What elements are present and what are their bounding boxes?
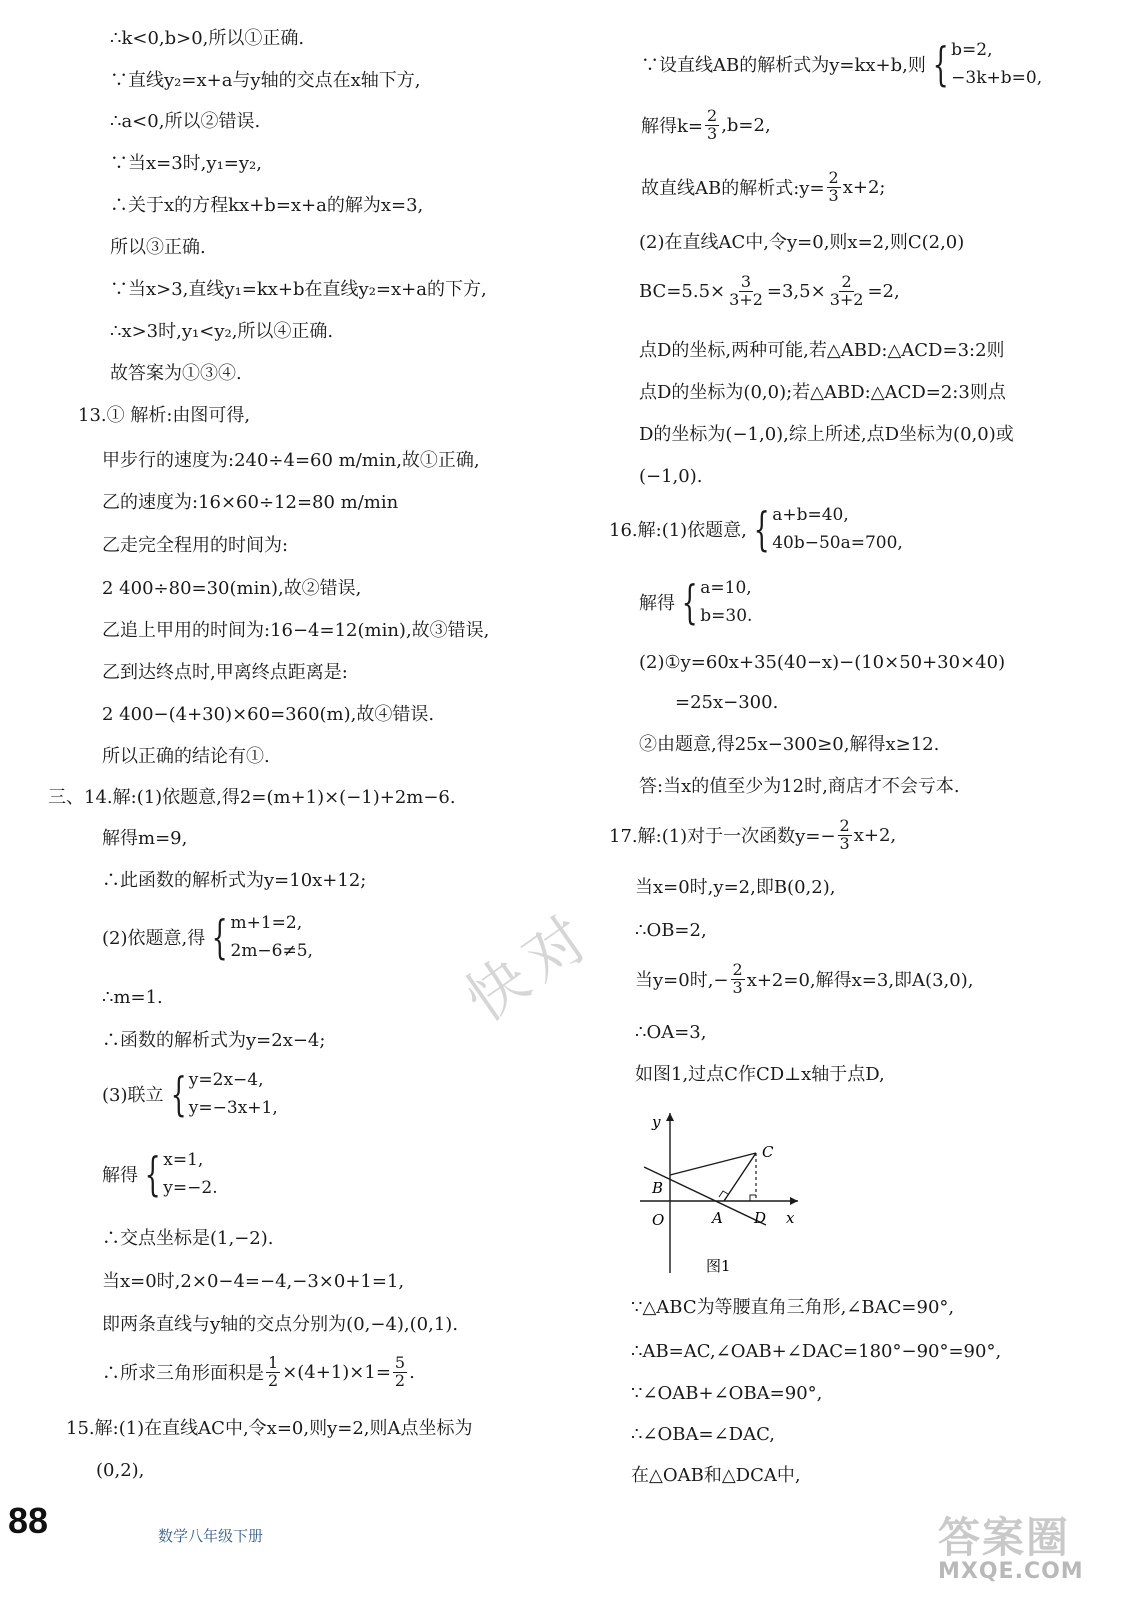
equation: y=−2. — [163, 1178, 218, 1198]
equation: a=10, — [700, 578, 752, 598]
text-line: 乙的速度为:16×60÷12=80 m/min — [102, 492, 399, 513]
fraction-denominator: 2 — [394, 1370, 406, 1390]
fraction — [838, 818, 852, 853]
equation-system — [205, 910, 313, 964]
fraction-denominator: 3 — [828, 185, 839, 205]
text-line: ∵当x>3,直线y₁=kx+b在直线y₂=x+a的下方, — [110, 279, 487, 300]
brace-symbol: { — [170, 1067, 187, 1121]
text-fragment: x+2=0,解得x=3,即A(3,0), — [746, 970, 974, 992]
fraction-denominator: 2 — [268, 1370, 279, 1390]
logo-text: 答案圈 — [938, 1513, 1071, 1562]
text-line: ∴a<0,所以②错误. — [110, 111, 261, 132]
text-line: 如图1,过点C作CD⊥x轴于点D, — [635, 1064, 885, 1085]
equation-system — [747, 502, 903, 556]
equation-system-row — [102, 1147, 218, 1201]
text-line: 答:当x的值至少为12时,商店才不会亏本. — [639, 776, 960, 797]
text-fragment: BC=5.5× — [639, 280, 726, 302]
text-line: (0,2), — [96, 1460, 145, 1481]
text-line: 故答案为①③④. — [110, 363, 242, 384]
area-formula-row — [102, 1355, 415, 1390]
equation-system-row — [102, 1067, 278, 1121]
text-fragment: 解得 — [102, 1165, 138, 1186]
equation: x=1, — [163, 1150, 204, 1170]
equation-system — [138, 1147, 218, 1201]
text-fragment: 当y=0时,− — [635, 970, 729, 992]
question-15-heading: 15.解:(1)在直线AC中,令x=0,则y=2,则A点坐标为 — [66, 1418, 473, 1439]
equation: m+1=2, — [230, 913, 303, 933]
equation: b=2, — [951, 40, 993, 60]
question-16-heading: 16.解:(1)依题意, — [609, 520, 747, 541]
text-fragment: 故直线AB的解析式:y= — [641, 178, 825, 200]
logo-url: MXQE.COM — [938, 1559, 1084, 1584]
figure-1-diagram — [630, 1105, 805, 1285]
fraction-denominator: 3 — [707, 123, 718, 143]
formula-row — [609, 818, 896, 853]
text-line: ∴k<0,b>0,所以①正确. — [110, 28, 305, 49]
fraction-numerator: 5 — [394, 1353, 406, 1372]
equation-system — [926, 37, 1043, 91]
text-line: =25x−300. — [675, 692, 779, 713]
text-line: ∵∠OAB+∠OBA=90°, — [631, 1383, 823, 1404]
brace-symbol: { — [753, 502, 770, 556]
text-fragment: 解得k= — [641, 116, 703, 138]
text-line: ∴此函数的解析式为y=10x+12; — [102, 870, 367, 891]
right-angle-mark-d — [750, 1195, 756, 1201]
question-17-heading: 17.解:(1)对于一次函数y=− — [609, 826, 836, 848]
fraction — [731, 962, 745, 997]
label-x: x — [786, 1209, 795, 1227]
text-line: ∴OB=2, — [635, 920, 707, 941]
text-fragment: ∵设直线AB的解析式为y=kx+b,则 — [641, 55, 926, 76]
text-line: 即两条直线与y轴的交点分别为(0,−4),(0,1). — [102, 1314, 459, 1335]
text-line: ∴x>3时,y₁<y₂,所以④正确. — [110, 321, 334, 342]
text-line: ∴∠OBA=∠DAC, — [631, 1424, 775, 1445]
text-line: 所以正确的结论有①. — [102, 746, 270, 767]
fraction-denominator: 3 — [732, 977, 743, 997]
fraction-numerator: 1 — [268, 1353, 279, 1372]
fraction-numerator: 2 — [839, 816, 850, 835]
question-13-heading: 13.① 解析:由图可得, — [78, 405, 251, 426]
fraction-denominator: 3+2 — [729, 289, 763, 309]
book-title: 数学八年级下册 — [158, 1527, 264, 1545]
formula-row — [635, 962, 973, 997]
text-line: 在△OAB和△DCA中, — [631, 1465, 801, 1486]
equation: b=30. — [700, 606, 753, 626]
text-fragment: ∴所求三角形面积是 — [102, 1363, 264, 1385]
text-line: ∵直线y₂=x+a与y轴的交点在x轴下方, — [110, 70, 421, 91]
fraction — [828, 274, 866, 309]
brace-symbol: { — [681, 575, 698, 629]
fraction-numerator: 2 — [707, 106, 718, 125]
text-fragment: x+2, — [853, 824, 897, 846]
y-axis-arrow — [666, 1113, 674, 1121]
text-line: 乙到达终点时,甲离终点距离是: — [102, 662, 348, 683]
text-line: ∵△ABC为等腰直角三角形,∠BAC=90°, — [631, 1297, 955, 1318]
label-a: A — [712, 1209, 723, 1227]
text-line: 所以③正确. — [110, 237, 206, 258]
text-line: 2 400−(4+30)×60=360(m),故④错误. — [102, 704, 435, 725]
text-line: (2)①y=60x+35(40−x)−(10×50+30×40) — [639, 652, 1006, 673]
brace-symbol: { — [932, 37, 949, 91]
text-line: 当x=0时,2×0−4=−4,−3×0+1=1, — [102, 1271, 405, 1292]
brace-symbol: { — [144, 1147, 161, 1201]
text-line: ∴AB=AC,∠OAB+∠DAC=180°−90°=90°, — [631, 1341, 1002, 1362]
figure-caption: 图1 — [706, 1257, 731, 1275]
text-fragment: 解得 — [639, 593, 675, 614]
text-line: 点D的坐标为(0,0);若△ABD:△ACD=2:3则点 — [639, 382, 1006, 403]
text-line: ∴OA=3, — [635, 1022, 707, 1043]
text-fragment: ,b=2, — [721, 114, 771, 136]
text-line: 解得m=9, — [102, 828, 188, 849]
page-number: 88 — [8, 1500, 49, 1541]
formula-row — [641, 170, 885, 205]
fraction-numerator: 2 — [828, 168, 839, 187]
text-fragment: ×(4+1)×1= — [282, 1361, 391, 1383]
text-line: 当x=0时,y=2,即B(0,2), — [635, 877, 836, 898]
text-line: ∴关于x的方程kx+b=x+a的解为x=3, — [110, 195, 424, 216]
text-line: 2 400÷80=30(min),故②错误, — [102, 578, 362, 599]
text-line: 甲步行的速度为:240÷4=60 m/min,故①正确, — [102, 450, 480, 471]
fraction-numerator: 2 — [841, 272, 852, 291]
site-logo — [938, 1505, 1128, 1595]
text-line: ∴交点坐标是(1,−2). — [102, 1228, 274, 1249]
fraction — [727, 274, 765, 309]
equation-system-row — [639, 575, 753, 629]
equation: y=2x−4, — [188, 1070, 264, 1090]
label-b: B — [652, 1179, 664, 1197]
fraction-denominator: 3 — [839, 833, 850, 853]
equation-system-row — [641, 37, 1043, 91]
label-y: y — [652, 1113, 661, 1131]
watermark-text: 快对 — [453, 898, 609, 1036]
brace-symbol: { — [211, 910, 228, 964]
equation-system — [675, 575, 753, 629]
text-line: (−1,0). — [639, 466, 703, 487]
formula-row — [641, 108, 771, 143]
text-line: ∴m=1. — [102, 987, 163, 1008]
text-line: (2)在直线AC中,令y=0,则x=2,则C(2,0) — [639, 232, 965, 253]
text-line: ∵当x=3时,y₁=y₂, — [110, 153, 262, 174]
fraction — [266, 1355, 280, 1390]
question-14-heading: 三、14.解:(1)依题意,得2=(m+1)×(−1)+2m−6. — [48, 787, 456, 808]
label-c: C — [762, 1143, 774, 1161]
x-axis-arrow — [790, 1197, 798, 1205]
text-line: ∴函数的解析式为y=2x−4; — [102, 1030, 326, 1051]
text-fragment: x+2; — [842, 176, 886, 198]
text-fragment: . — [409, 1361, 415, 1383]
text-line: ②由题意,得25x−300≥0,解得x≥12. — [639, 734, 940, 755]
text-line: D的坐标为(−1,0),综上所述,点D坐标为(0,0)或 — [639, 424, 1014, 445]
label-o: O — [652, 1211, 665, 1229]
equation: 40b−50a=700, — [772, 533, 903, 553]
text-fragment: =3,5× — [766, 280, 826, 302]
text-line: 乙追上甲用的时间为:16−4=12(min),故③错误, — [102, 620, 490, 641]
equation: a+b=40, — [772, 505, 849, 525]
fraction-numerator: 3 — [740, 272, 752, 291]
fraction — [393, 1355, 407, 1390]
text-fragment: (3)联立 — [102, 1085, 164, 1106]
fraction-numerator: 2 — [732, 960, 743, 979]
fraction-denominator: 3+2 — [829, 289, 864, 309]
label-d: D — [754, 1209, 767, 1227]
equation-system-row — [609, 502, 903, 556]
text-line: 点D的坐标,两种可能,若△ABD:△ACD=3:2则 — [639, 340, 1005, 361]
equation-system — [164, 1067, 278, 1121]
text-fragment: =2, — [867, 280, 900, 302]
equation: y=−3x+1, — [188, 1098, 278, 1118]
fraction — [827, 170, 841, 205]
equation: −3k+b=0, — [951, 68, 1043, 88]
formula-row — [639, 274, 900, 309]
equation-system-row — [102, 910, 313, 964]
fraction — [705, 108, 719, 143]
text-fragment: (2)依题意,得 — [102, 928, 206, 949]
text-line: 乙走完全程用的时间为: — [102, 535, 289, 556]
equation: 2m−6≠5, — [230, 941, 313, 961]
